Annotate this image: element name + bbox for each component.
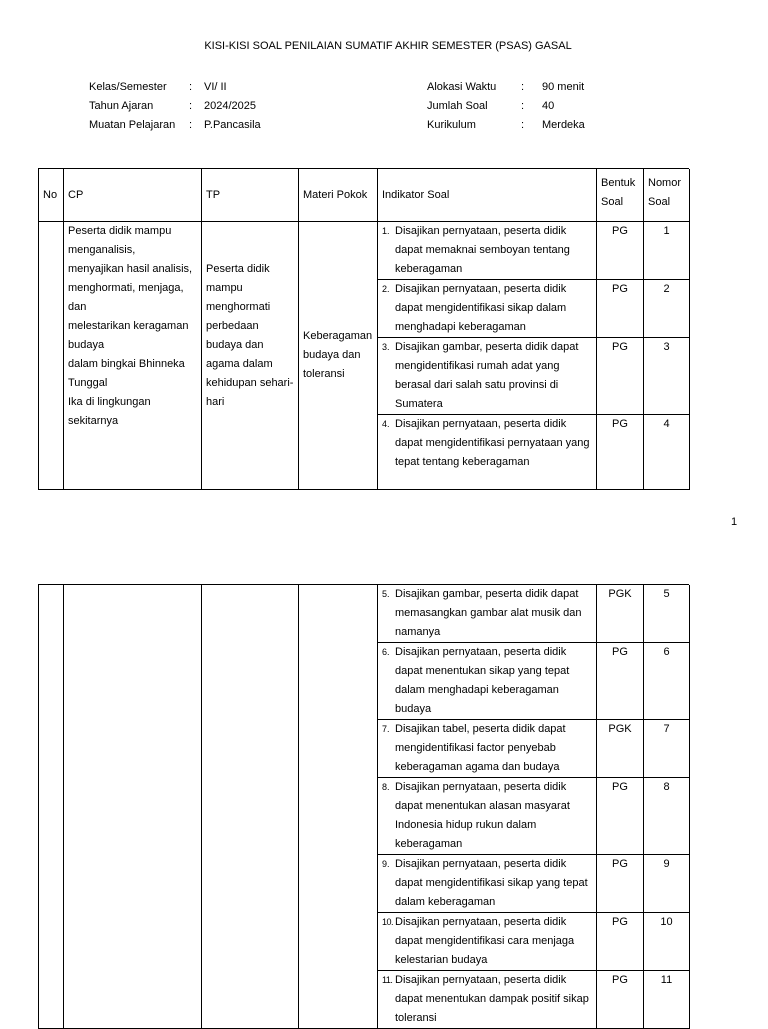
meta-value: 40 <box>542 100 555 112</box>
cp-cell <box>64 585 202 1029</box>
nomor-soal-cell: 2 <box>644 280 690 338</box>
cp-line: Ika di lingkungan <box>68 396 151 408</box>
indikator-line: dapat menentukan sikap yang tepat <box>395 665 570 677</box>
table-grid <box>38 584 689 1029</box>
header-tp: TP <box>202 169 299 222</box>
indikator-line: Disajikan pernyataan, peserta didik <box>395 418 567 430</box>
header-nomor-soal <box>644 169 690 222</box>
indikator-number: 1. <box>382 226 390 236</box>
meta-separator: : <box>521 100 525 112</box>
meta-value: VI/ II <box>204 81 227 93</box>
cp-line: dan <box>68 301 87 313</box>
meta-row-jumlah <box>427 97 585 116</box>
indikator-line: Disajikan pernyataan, peserta didik <box>395 646 567 658</box>
cp-line: Peserta didik mampu <box>68 225 172 237</box>
indikator-number: 9. <box>382 859 390 869</box>
nomor-soal-cell: 11 <box>644 971 690 1029</box>
nomor-soal-cell: 7 <box>644 720 690 778</box>
cp-line: menganalisis, <box>68 244 136 256</box>
no-cell <box>39 585 64 1029</box>
indikator-text <box>395 778 570 854</box>
materi-pokok-cell <box>299 585 378 1029</box>
cp-line: dalam bingkai Bhinneka <box>68 358 185 370</box>
indikator-line: Disajikan gambar, peserta didik dapat <box>395 341 579 353</box>
indikator-line: keberagaman <box>395 263 463 275</box>
tp-line: perbedaan <box>206 319 259 332</box>
cp-line: Tunggal <box>68 377 108 389</box>
indikator-number: 4. <box>382 419 390 429</box>
header-no: No <box>39 169 64 222</box>
meta-value: P.Pancasila <box>204 119 261 131</box>
tp-cell <box>202 222 299 490</box>
tp-text <box>206 260 293 412</box>
no-cell <box>39 222 64 490</box>
cp-line: budaya <box>68 339 105 351</box>
bentuk-soal-cell: PG <box>597 778 644 855</box>
indikator-line: dalam keberagaman <box>395 896 496 908</box>
nomor-soal-cell: 9 <box>644 855 690 913</box>
header-bentuk-line-2: Soal <box>601 196 624 208</box>
meta-separator: : <box>521 119 525 131</box>
indikator-line: berasal dari salah satu provinsi di <box>395 379 559 391</box>
indikator-line: dapat memaknai semboyan tentang <box>395 244 570 256</box>
tp-cell <box>202 585 299 1029</box>
header-materi-pokok: Materi Pokok <box>299 169 378 222</box>
header-bentuk-soal <box>597 169 644 222</box>
bentuk-soal-cell: PG <box>597 222 644 280</box>
meta-row-kurikulum <box>427 116 585 135</box>
indikator-line: Disajikan pernyataan, peserta didik <box>395 225 567 237</box>
header-cp: CP <box>64 169 202 222</box>
indikator-text <box>395 855 588 912</box>
meta-separator: : <box>521 81 525 93</box>
indikator-line: kelestarian budaya <box>395 954 488 966</box>
indikator-line: dapat mengidentifikasi sikap yang tepat <box>395 877 588 889</box>
meta-value: 90 menit <box>542 81 585 93</box>
indikator-line: mengidentifikasi factor penyebab <box>395 742 556 754</box>
indikator-number: 6. <box>382 647 390 657</box>
cp-line: sekitarnya <box>68 415 119 427</box>
meta-right <box>427 78 585 135</box>
tp-line: menghormati <box>206 300 271 313</box>
indikator-cell <box>378 778 597 855</box>
tp-line: budaya dan <box>206 338 264 351</box>
indikator-cell <box>378 585 597 643</box>
indikator-number: 10. <box>382 917 394 927</box>
bentuk-soal-cell: PG <box>597 855 644 913</box>
indikator-text <box>395 913 574 970</box>
bentuk-soal-cell: PG <box>597 280 644 338</box>
indikator-text <box>395 971 589 1028</box>
indikator-cell <box>378 971 597 1029</box>
indikator-text <box>395 338 578 414</box>
indikator-line: Disajikan pernyataan, peserta didik <box>395 858 567 870</box>
header-nomor-line-1: Nomor <box>648 177 682 189</box>
meta-label: Alokasi Waktu <box>427 81 497 93</box>
indikator-line: namanya <box>395 626 441 638</box>
indikator-line: dapat mengidentifikasi pernyataan yang <box>395 437 590 449</box>
tp-line: agama dalam <box>206 357 273 370</box>
indikator-number: 3. <box>382 342 390 352</box>
indikator-line: mengidentifikasi rumah adat yang <box>395 360 560 372</box>
nomor-soal-cell: 4 <box>644 415 690 490</box>
header-indikator-soal: Indikator Soal <box>378 169 597 222</box>
indikator-cell <box>378 415 597 490</box>
tp-line: hari <box>206 395 225 408</box>
indikator-cell <box>378 222 597 280</box>
meta-label: Jumlah Soal <box>427 100 488 112</box>
indikator-text <box>395 415 589 472</box>
indikator-line: Sumatera <box>395 398 443 410</box>
bentuk-soal-cell: PGK <box>597 585 644 643</box>
meta-label: Tahun Ajaran <box>89 100 154 112</box>
indikator-number: 5. <box>382 589 390 599</box>
kisi-kisi-table-page-1 <box>38 168 689 490</box>
materi-line: toleransi <box>303 368 345 380</box>
indikator-line: dalam menghadapi keberagaman <box>395 684 559 696</box>
kisi-kisi-table-page-2 <box>38 584 689 1029</box>
cp-line: melestarikan keragaman <box>68 320 189 332</box>
nomor-soal-cell: 5 <box>644 585 690 643</box>
indikator-cell <box>378 643 597 720</box>
materi-text <box>303 327 372 384</box>
document-title: KISI-KISI SOAL PENILAIAN SUMATIF AKHIR SEMESTER (PSAS) GASAL <box>204 40 572 52</box>
indikator-cell <box>378 338 597 415</box>
indikator-cell <box>378 280 597 338</box>
indikator-line: dapat mengidentifikasi cara menjaga <box>395 935 575 947</box>
indikator-line: dapat menentukan dampak positif sikap <box>395 993 589 1005</box>
meta-left <box>89 78 261 135</box>
meta-row-kelas <box>89 78 261 97</box>
meta-row-muatan <box>89 116 261 135</box>
indikator-line: menghadapi keberagaman <box>395 321 526 333</box>
meta-row-tahun <box>89 97 261 116</box>
bentuk-soal-cell: PG <box>597 415 644 490</box>
indikator-line: tepat tentang keberagaman <box>395 456 530 468</box>
indikator-line: toleransi <box>395 1012 437 1024</box>
indikator-cell <box>378 720 597 778</box>
indikator-line: Disajikan tabel, peserta didik dapat <box>395 723 566 735</box>
indikator-number: 11. <box>382 975 393 985</box>
indikator-line: keberagaman agama dan budaya <box>395 761 560 773</box>
cp-line: menghormati, menjaga, <box>68 282 184 294</box>
indikator-line: Disajikan gambar, peserta didik dapat <box>395 588 579 600</box>
indikator-line: Disajikan pernyataan, peserta didik <box>395 283 567 295</box>
indikator-text <box>395 720 566 777</box>
materi-line: budaya dan <box>303 349 361 361</box>
meta-separator: : <box>189 119 193 131</box>
indikator-text <box>395 643 569 719</box>
indikator-text <box>395 585 581 642</box>
indikator-line: Indonesia hidup rukun dalam <box>395 819 537 831</box>
bentuk-soal-cell: PG <box>597 338 644 415</box>
meta-separator: : <box>189 81 193 93</box>
nomor-soal-cell: 8 <box>644 778 690 855</box>
page-number: 1 <box>731 516 738 528</box>
bentuk-soal-cell: PGK <box>597 720 644 778</box>
tp-line: Peserta didik <box>206 262 270 275</box>
materi-pokok-cell <box>299 222 378 490</box>
bentuk-soal-cell: PG <box>597 913 644 971</box>
indikator-text <box>395 222 570 279</box>
meta-value: 2024/2025 <box>204 100 256 112</box>
indikator-line: keberagaman <box>395 838 463 850</box>
nomor-soal-cell: 1 <box>644 222 690 280</box>
header-bentuk-line-1: Bentuk <box>601 177 636 189</box>
materi-line: Keberagaman <box>303 330 373 342</box>
tp-line: kehidupan sehari- <box>206 376 294 389</box>
indikator-number: 2. <box>382 284 390 294</box>
indikator-line: memasangkan gambar alat musik dan <box>395 607 582 619</box>
table-grid <box>38 168 689 490</box>
indikator-line: Disajikan pernyataan, peserta didik <box>395 916 567 928</box>
indikator-cell <box>378 913 597 971</box>
cp-line: menyajikan hasil analisis, <box>68 263 193 275</box>
nomor-soal-cell: 10 <box>644 913 690 971</box>
bentuk-soal-cell: PG <box>597 971 644 1029</box>
meta-label: Kelas/Semester <box>89 81 167 93</box>
indikator-cell <box>378 855 597 913</box>
indikator-line: Disajikan pernyataan, peserta didik <box>395 974 567 986</box>
nomor-soal-cell: 6 <box>644 643 690 720</box>
meta-label: Muatan Pelajaran <box>89 119 176 131</box>
meta-label: Kurikulum <box>427 119 476 131</box>
header-nomor-line-2: Soal <box>648 196 671 208</box>
meta-separator: : <box>189 100 193 112</box>
meta-row-alokasi <box>427 78 585 97</box>
indikator-line: Disajikan pernyataan, peserta didik <box>395 781 567 793</box>
indikator-number: 7. <box>382 724 390 734</box>
indikator-number: 8. <box>382 782 390 792</box>
indikator-line: dapat menentukan alasan masyarat <box>395 800 570 812</box>
indikator-line: dapat mengidentifikasi sikap dalam <box>395 302 567 314</box>
nomor-soal-cell: 3 <box>644 338 690 415</box>
cp-cell <box>64 222 202 490</box>
tp-line: mampu <box>206 281 243 294</box>
bentuk-soal-cell: PG <box>597 643 644 720</box>
indikator-text <box>395 280 566 337</box>
indikator-line: budaya <box>395 703 432 715</box>
meta-value: Merdeka <box>542 119 585 131</box>
